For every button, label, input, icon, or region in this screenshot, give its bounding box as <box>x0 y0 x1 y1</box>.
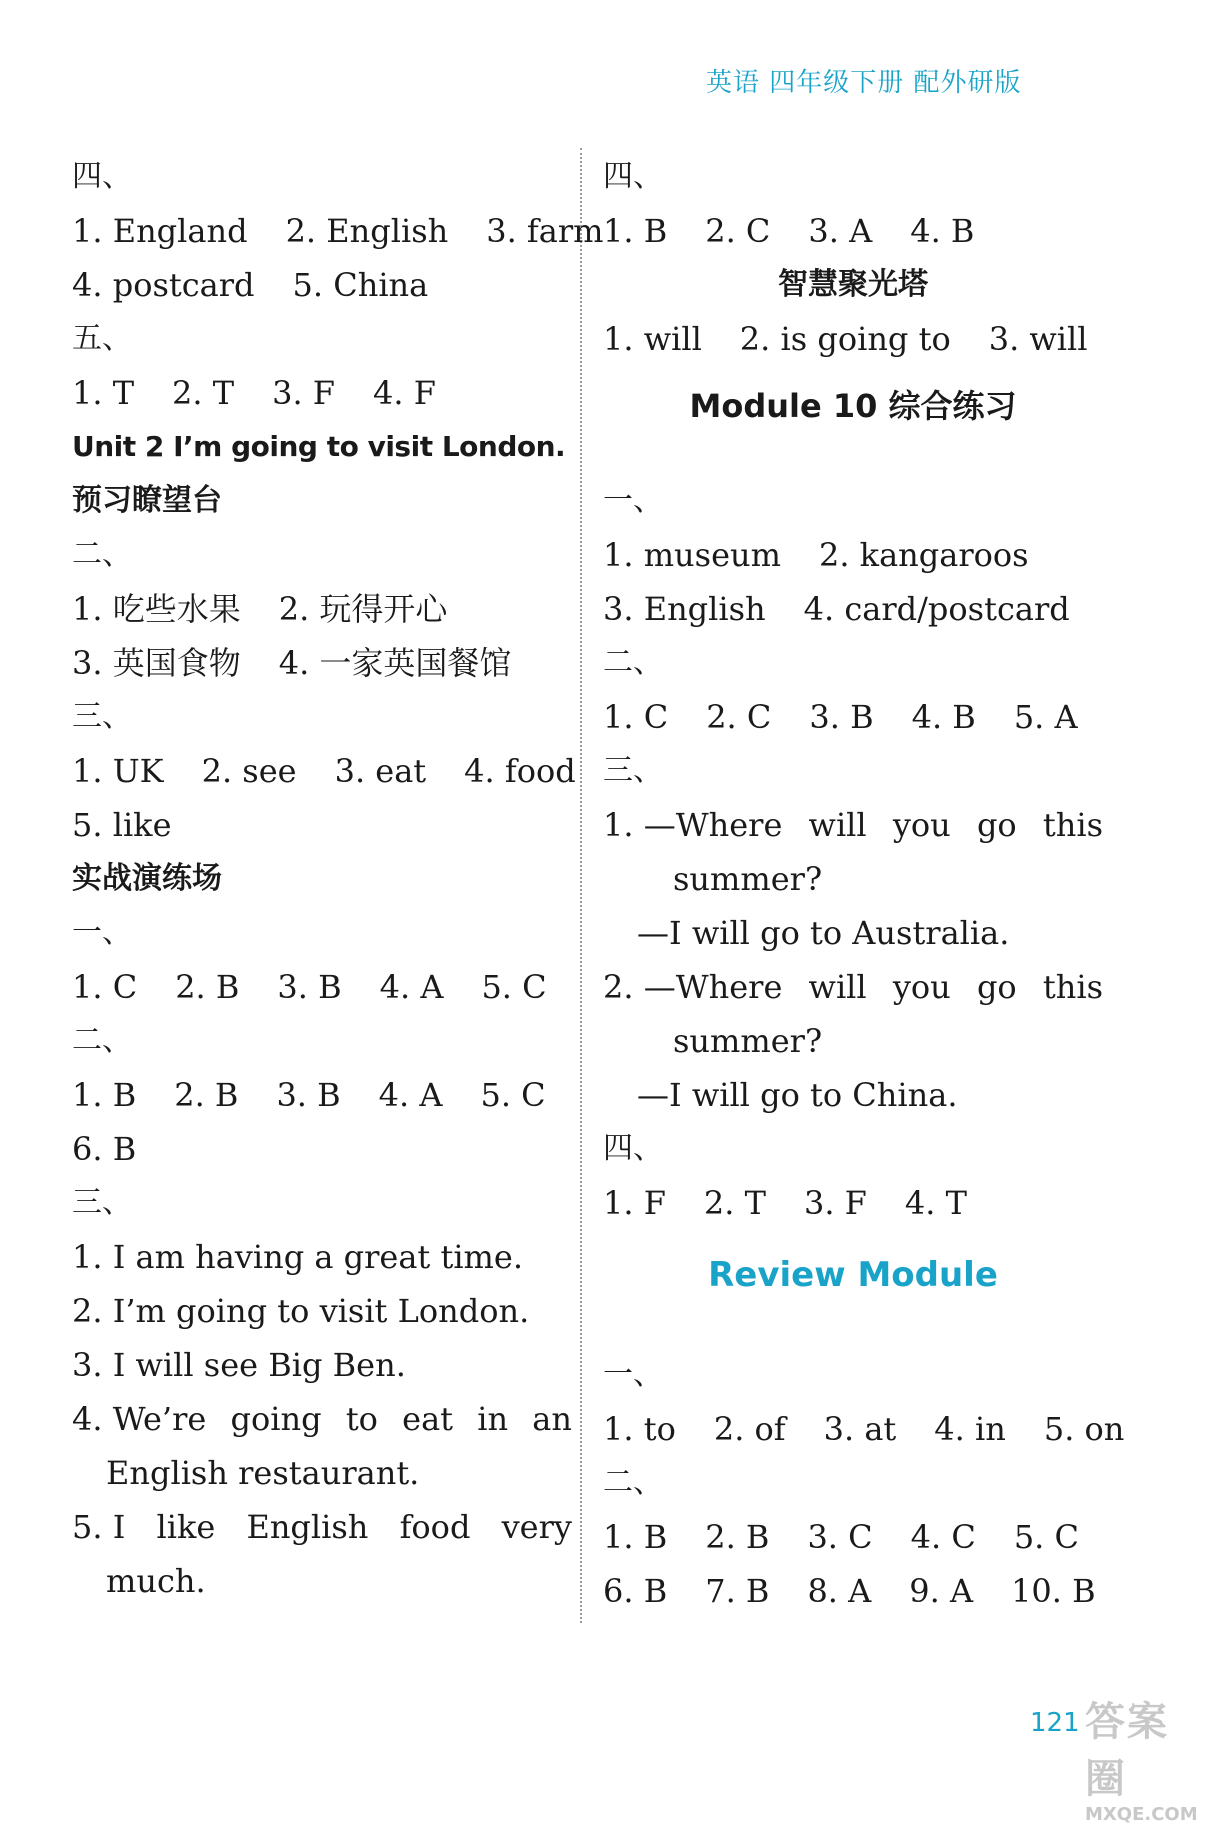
unit-title: Unit 2 I’m going to visit London. <box>72 430 566 463</box>
answer-item: 5. on <box>1043 1410 1125 1448</box>
answer-item: 2. B <box>174 1076 239 1114</box>
answer-row <box>72 744 576 798</box>
answer-item: 1. museum <box>603 536 781 574</box>
answer-sentence <box>72 1392 572 1446</box>
answer-item: 1. C <box>603 698 669 736</box>
answer-item: 2. 玩得开心 <box>278 590 448 628</box>
answer-item: 2. B <box>705 1518 770 1556</box>
answer-item: 3. F <box>272 374 335 412</box>
answer-item: 1. UK <box>72 752 164 790</box>
word: an <box>532 1400 572 1438</box>
answer-item: 3. at <box>823 1410 897 1448</box>
answer-sentence-continued: summer? <box>673 860 823 898</box>
word: to <box>345 1400 378 1438</box>
answer-item: 1. England <box>72 212 248 250</box>
answer-sentence: 3. I will see Big Ben. <box>72 1346 406 1384</box>
answer-item: 9. A <box>909 1572 974 1610</box>
answer-item: 7. B <box>705 1572 770 1610</box>
answer-row <box>603 528 1103 582</box>
answer-item: 1. 吃些水果 <box>72 590 241 628</box>
answer-item: 3. B <box>277 968 342 1006</box>
word: go <box>976 806 1017 844</box>
answer-item: 3. will <box>988 320 1088 358</box>
answer-item: 3. C <box>807 1518 873 1556</box>
answer-item: 1. will <box>603 320 702 358</box>
answer-item: 4. C <box>910 1518 976 1556</box>
answer-item: 2. kangaroos <box>818 536 1029 574</box>
answer-row <box>72 366 572 420</box>
answer-item: 2. T <box>172 374 235 412</box>
word: you <box>892 806 951 844</box>
answer-item: 5. like <box>72 806 172 844</box>
word: will <box>808 968 867 1006</box>
answer-item: 4. F <box>373 374 436 412</box>
subsection-title: 智慧聚光塔 <box>778 267 928 302</box>
answer-row <box>603 1176 1103 1230</box>
section-heading: 五、 <box>72 321 132 356</box>
answer-item: 2. of <box>713 1410 786 1448</box>
answer-item: 4. 一家英国餐馆 <box>278 644 512 682</box>
module-title: Module 10 综合练习 <box>689 387 1017 425</box>
section-heading: 三、 <box>72 1185 132 1220</box>
section-heading: 二、 <box>72 537 132 572</box>
answer-item: 5. A <box>1013 698 1078 736</box>
answer-sentence-continued: much. <box>106 1562 206 1600</box>
answer-item: 1. to <box>603 1410 676 1448</box>
word: going <box>230 1400 322 1438</box>
answer-row <box>72 204 604 258</box>
answer-item: 1. F <box>603 1184 666 1222</box>
word: go <box>976 968 1017 1006</box>
answer-item: 3. A <box>808 212 873 250</box>
page-number: 121 <box>1030 1708 1080 1738</box>
answer-sentence-continued: summer? <box>673 1022 823 1060</box>
answer-item: 5. China <box>292 266 429 304</box>
answer-item: 4. A <box>379 968 444 1006</box>
answer-item: 1. B <box>72 1076 137 1114</box>
watermark-logo <box>1085 1690 1200 1825</box>
answer-sentence: —I will go to Australia. <box>637 914 1010 952</box>
answer-item: 3. B <box>809 698 874 736</box>
section-heading: 一、 <box>72 915 132 950</box>
subsection-title: 实战演练场 <box>72 861 222 896</box>
section-heading: 四、 <box>72 159 132 194</box>
word: will <box>808 806 867 844</box>
answer-item: 3. farm <box>486 212 604 250</box>
page-header: 英语 四年级下册 配外研版 <box>706 68 1022 98</box>
section-heading: 二、 <box>72 1023 132 1058</box>
left-column <box>72 150 604 1608</box>
answer-sentence <box>72 1500 572 1554</box>
section-heading: 三、 <box>72 699 132 734</box>
answer-sentence-continued: English restaurant. <box>106 1454 420 1492</box>
answer-sentence: —I will go to China. <box>637 1076 958 1114</box>
answer-row <box>72 1068 572 1122</box>
word: this <box>1042 806 1103 844</box>
column-divider <box>580 148 582 1623</box>
answer-row <box>603 1402 1125 1456</box>
answer-item: 6. B <box>603 1572 668 1610</box>
word: food <box>399 1508 471 1546</box>
section-heading: 一、 <box>603 1357 663 1392</box>
answer-row <box>72 960 572 1014</box>
word: English <box>246 1508 369 1546</box>
word: in <box>477 1400 509 1438</box>
section-heading: 四、 <box>603 159 663 194</box>
answer-sentence: 2. I’m going to visit London. <box>72 1292 530 1330</box>
answer-item: 5. C <box>1013 1518 1079 1556</box>
answer-row <box>603 582 1103 636</box>
watermark-text: 答案圈 <box>1085 1699 1169 1802</box>
answer-row <box>603 312 1103 366</box>
word: 2. —Where <box>603 968 783 1006</box>
answer-item: 2. see <box>201 752 297 790</box>
word: this <box>1042 968 1103 1006</box>
answer-sentence: 1. I am having a great time. <box>72 1238 523 1276</box>
answer-item: 1. C <box>72 968 138 1006</box>
answer-row <box>603 690 1103 744</box>
answer-item: 5. C <box>481 968 547 1006</box>
answer-row <box>72 582 572 636</box>
watermark-site: MXQE.COM <box>1085 1804 1198 1825</box>
answer-item: 2. C <box>706 698 772 736</box>
answer-item: 4. B <box>911 698 976 736</box>
subsection-title: 预习瞭望台 <box>72 483 222 518</box>
answer-item: 4. A <box>378 1076 443 1114</box>
answer-item: 4. card/postcard <box>803 590 1070 628</box>
answer-item: 1. B <box>603 1518 668 1556</box>
answer-item: 5. C <box>480 1076 546 1114</box>
answer-item: 3. B <box>276 1076 341 1114</box>
answer-row <box>603 1564 1103 1618</box>
section-heading: 一、 <box>603 483 663 518</box>
answer-item: 2. B <box>175 968 240 1006</box>
word: you <box>892 968 951 1006</box>
answer-item: 3. eat <box>334 752 427 790</box>
answer-row <box>72 636 572 690</box>
answer-item: 2. T <box>703 1184 766 1222</box>
section-heading: 二、 <box>603 645 663 680</box>
answer-sentence <box>603 960 1103 1014</box>
answer-item: 8. A <box>807 1572 872 1610</box>
word: eat <box>402 1400 454 1438</box>
answer-item: 2. C <box>705 212 771 250</box>
right-column <box>603 150 1125 1618</box>
review-module-title: Review Module <box>708 1255 998 1295</box>
answer-item: 1. T <box>72 374 135 412</box>
answer-item: 3. English <box>603 590 766 628</box>
answer-row <box>72 258 572 312</box>
answer-sentence <box>603 798 1103 852</box>
answer-row <box>603 1510 1103 1564</box>
answer-item: 4. in <box>934 1410 1006 1448</box>
answer-item: 3. 英国食物 <box>72 644 241 682</box>
word: like <box>156 1508 216 1546</box>
answer-item: 1. B <box>603 212 668 250</box>
answer-item: 4. T <box>904 1184 967 1222</box>
answer-item: 4. postcard <box>72 266 255 304</box>
section-heading: 三、 <box>603 753 663 788</box>
section-heading: 二、 <box>603 1465 663 1500</box>
answer-item: 4. food <box>464 752 576 790</box>
answer-row <box>72 1122 572 1176</box>
answer-item: 2. is going to <box>739 320 951 358</box>
answer-row <box>603 204 1103 258</box>
word: 4. We’re <box>72 1400 207 1438</box>
answer-item: 6. B <box>72 1130 137 1168</box>
word: 1. —Where <box>603 806 783 844</box>
answer-item: 10. B <box>1011 1572 1096 1610</box>
answer-row <box>72 798 572 852</box>
answer-item: 2. English <box>285 212 449 250</box>
answer-item: 3. F <box>803 1184 867 1222</box>
word: 5. I <box>72 1508 126 1546</box>
answer-item: 4. B <box>910 212 975 250</box>
section-heading: 四、 <box>603 1131 663 1166</box>
word: very <box>501 1508 572 1546</box>
